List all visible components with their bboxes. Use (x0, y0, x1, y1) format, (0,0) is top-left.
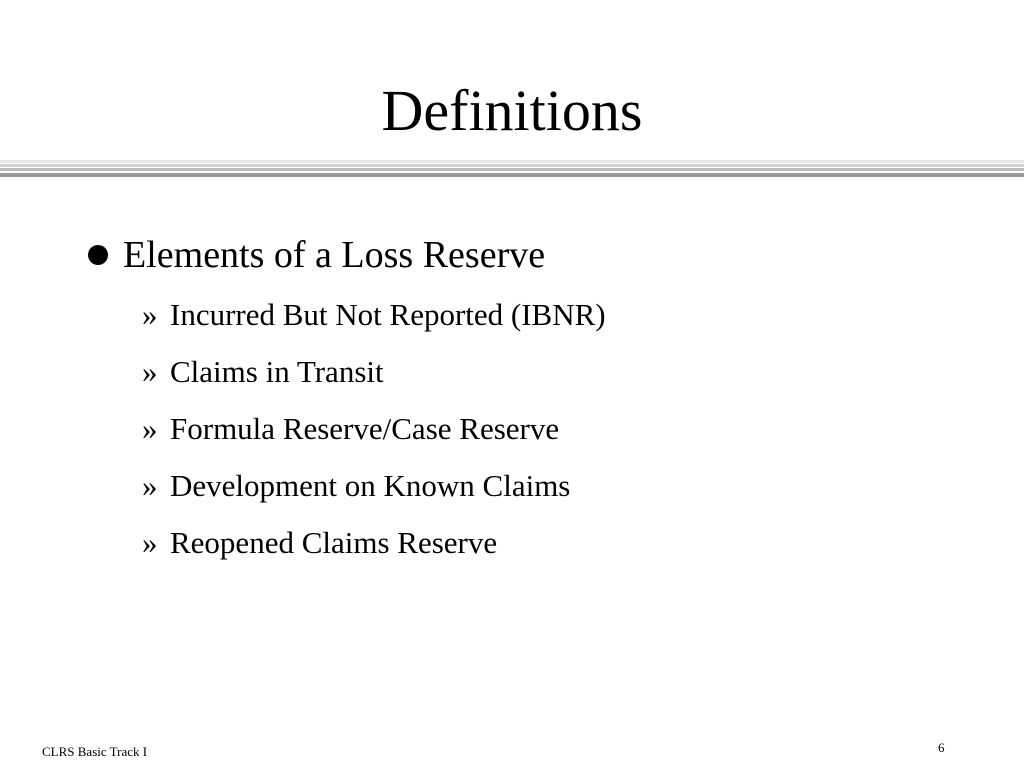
title-divider-line (0, 168, 1024, 171)
guillemet-marker-icon: » (142, 354, 158, 389)
sub-bullet-item (142, 410, 606, 467)
sub-bullet-list (142, 296, 606, 581)
guillemet-marker-icon: » (142, 525, 158, 560)
sub-bullet-text: Incurred But Not Reported (IBNR) (170, 297, 606, 332)
main-bullet-text: Elements of a Loss Reserve (123, 234, 546, 276)
sub-bullet-item (142, 353, 606, 410)
title-divider-line (0, 160, 1024, 163)
main-bullet (88, 231, 545, 279)
guillemet-marker-icon: » (142, 297, 158, 332)
bullet-dot-icon (88, 245, 108, 265)
sub-bullet-text: Formula Reserve/Case Reserve (170, 411, 560, 446)
page-number: 6 (938, 740, 945, 755)
guillemet-marker-icon: » (142, 468, 158, 503)
title-divider-line (0, 173, 1024, 177)
sub-bullet-text: Claims in Transit (170, 354, 384, 389)
guillemet-marker-icon: » (142, 411, 158, 446)
sub-bullet-item (142, 524, 606, 581)
title-divider-line (0, 164, 1024, 167)
sub-bullet-text: Reopened Claims Reserve (170, 525, 498, 560)
slide-title: Definitions (381, 78, 643, 143)
sub-bullet-item (142, 296, 606, 353)
sub-bullet-item (142, 467, 606, 524)
sub-bullet-text: Development on Known Claims (170, 468, 571, 503)
footer-text: CLRS Basic Track I (42, 744, 148, 759)
